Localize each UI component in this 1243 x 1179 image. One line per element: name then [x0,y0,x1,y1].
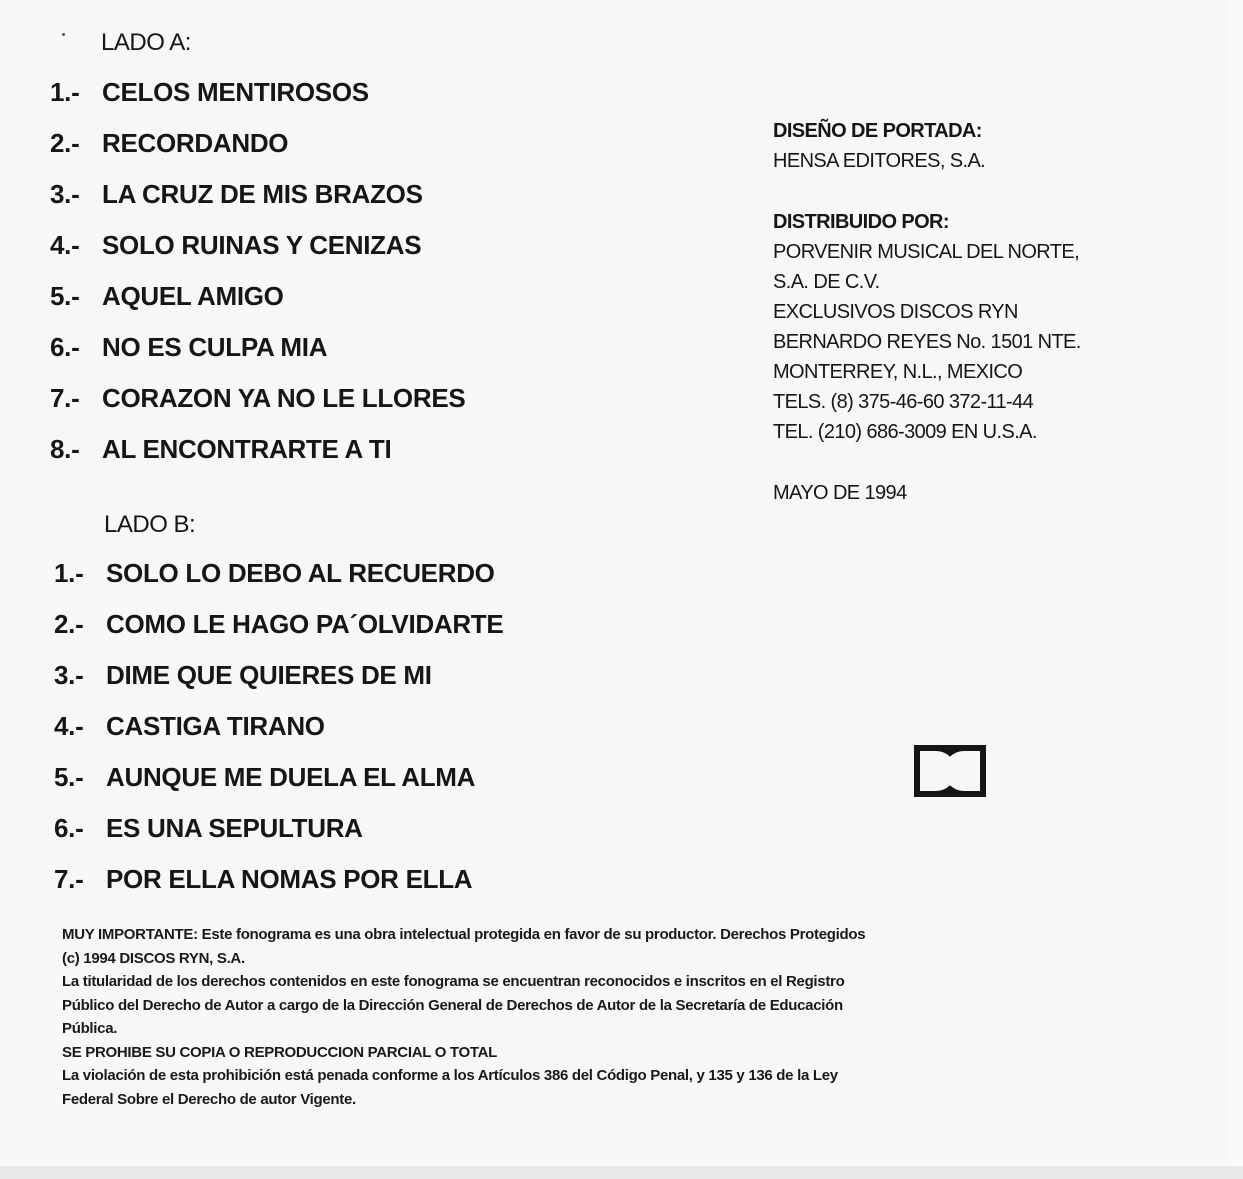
legal-line: La titularidad de los derechos contenidos en este fonograma se encuentran reconocidos e inscritos en el Registro [62,973,845,990]
track-item: 4.- SOLO RUINAS Y CENIZAS [50,230,422,260]
release-date: MAYO DE 1994 [773,482,907,504]
track-item: 7.- POR ELLA NOMAS POR ELLA [54,864,473,894]
distributor-line: S.A. DE C.V. [773,271,880,293]
track-item: 6.- ES UNA SEPULTURA [54,813,363,843]
legal-notice [62,923,1157,1111]
print-speck [62,33,65,36]
track-item: 5.- AQUEL AMIGO [50,281,284,311]
track-item: 1.- SOLO LO DEBO AL RECUERDO [54,558,495,588]
track-item: 3.- LA CRUZ DE MIS BRAZOS [50,179,423,209]
track-item: 1.- CELOS MENTIROSOS [50,77,369,107]
distributor-line: TELS. (8) 375-46-60 372-11-44 [773,391,1034,413]
scan-edge [1226,0,1243,1179]
legal-line: MUY IMPORTANTE: Este fonograma es una obra intelectual protegida en favor de su productor. Derechos Protegidos [62,926,866,943]
side-b-track-list [54,558,503,915]
side-b-heading: LADO B: [104,511,196,538]
dolby-double-d-icon [914,745,986,797]
track-item: 3.- DIME QUE QUIERES DE MI [54,660,432,690]
distributed-heading: DISTRIBUIDO POR: [773,211,949,233]
track-item: 2.- RECORDANDO [50,128,289,158]
distributor-line: PORVENIR MUSICAL DEL NORTE, [773,241,1080,263]
legal-line: (c) 1994 DISCOS RYN, S.A. [62,949,245,967]
legal-line: SE PROHIBE SU COPIA O REPRODUCCION PARCIAL O TOTAL [62,1043,498,1061]
credits-block [773,116,1081,508]
design-heading: DISEÑO DE PORTADA: [773,120,982,142]
scan-bottom-edge [0,1166,1243,1179]
distributor-line: MONTERREY, N.L., MEXICO [773,361,1023,383]
track-item: 8.- AL ENCONTRARTE A TI [50,434,392,464]
distributor-line: EXCLUSIVOS DISCOS RYN [773,301,1018,323]
legal-line: Pública. [62,1020,118,1037]
track-item: 7.- CORAZON YA NO LE LLORES [50,383,466,413]
track-item: 6.- NO ES CULPA MIA [50,332,328,362]
distributor-line: BERNARDO REYES No. 1501 NTE. [773,331,1081,353]
legal-line: La violación de esta prohibición está penada conforme a los Artículos 386 del Código Penal, y 135 y 136 de la Ley [62,1067,838,1084]
legal-line: Federal Sobre el Derecho de autor Vigente. [62,1090,356,1108]
track-item: 4.- CASTIGA TIRANO [54,711,325,741]
design-value: HENSA EDITORES, S.A. [773,150,986,172]
legal-line: Público del Derecho de Autor a cargo de la Dirección General de Derechos de Autor de la Secretaría de Educación [62,996,843,1014]
side-a-track-list [50,77,465,485]
distributor-line: TEL. (210) 686-3009 EN U.S.A. [773,421,1037,443]
track-item: 2.- COMO LE HAGO PA´OLVIDARTE [54,609,504,639]
side-a-heading: LADO A: [101,29,191,56]
track-item: 5.- AUNQUE ME DUELA EL ALMA [54,762,476,792]
